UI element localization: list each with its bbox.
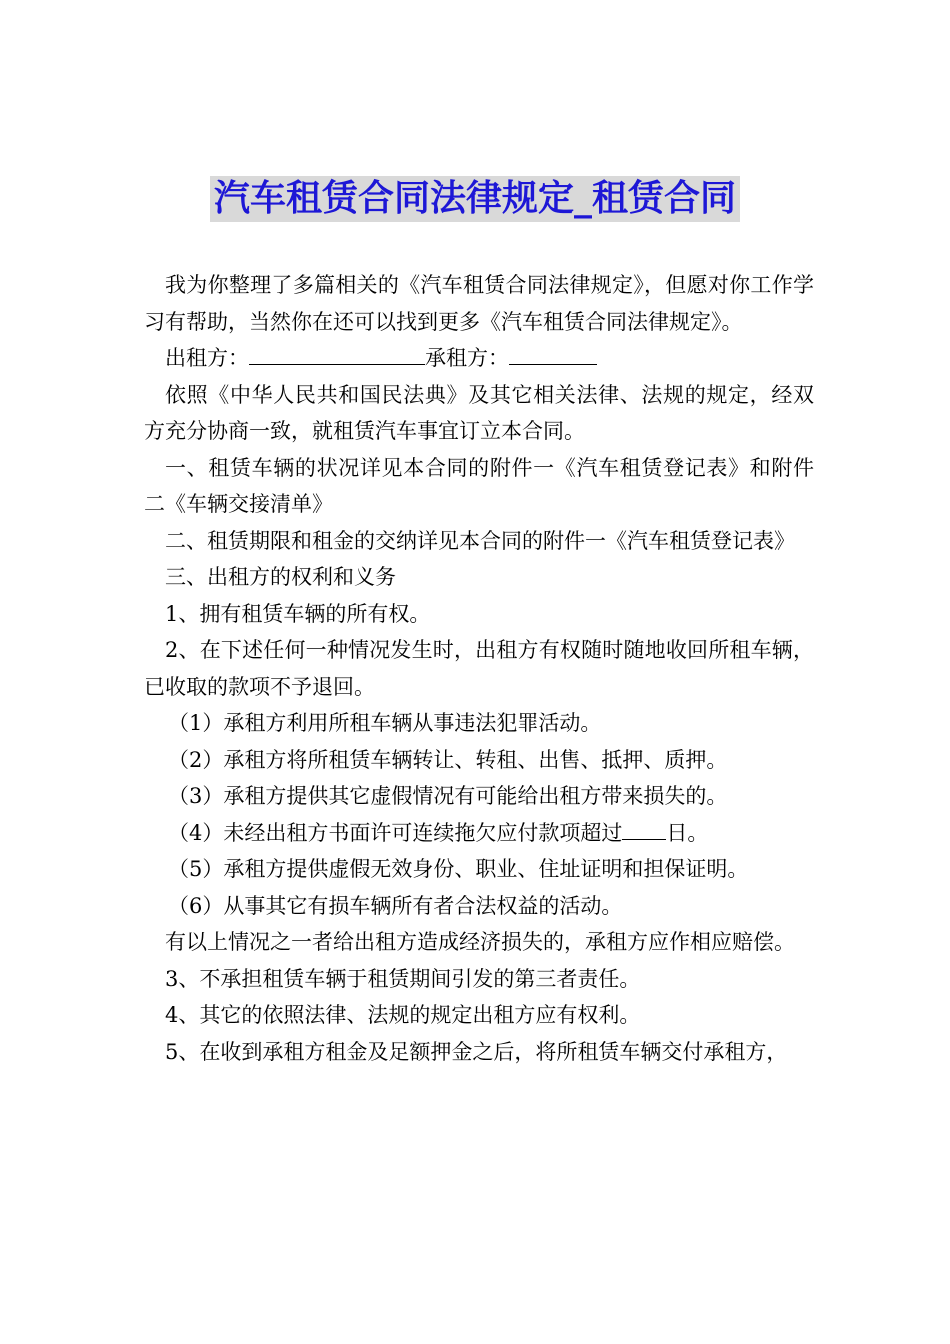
item-3: 3、不承担租赁车辆于租赁期间引发的第三者责任。 [165,966,641,991]
sub-item-1: （1）承租方利用所租车辆从事违法犯罪活动。 [168,711,602,735]
item-1: 1、拥有租赁车辆的所有权。 [165,601,431,626]
sub-item-4 [144,815,814,852]
sub-item-5: （5）承租方提供虚假无效身份、职业、住址证明和担保证明。 [168,857,749,881]
sub-item-2: （2）承租方将所租赁车辆转让、转租、出售、抵押、质押。 [168,747,728,772]
document-body [144,267,814,1070]
sub-item-3: （3）承租方提供其它虚假情况有可能给出租方带来损失的。 [168,784,728,808]
basis-paragraph: 依照《中华人民共和国民法典》及其它相关法律、法规的规定，经双方充分协商一致，就租赁汽车事宜订立本合同。 [144,382,814,443]
lessor-label: 出租方： [165,346,249,370]
sub-item-6: （6）从事其它有损车辆所有者合法权益的活动。 [168,893,623,918]
intro-paragraph: 我为你整理了多篇相关的《汽车租赁合同法律规定》，但愿对你工作学习有帮助，当然你在还可以找到更多《汽车租赁合同法律规定》。 [144,273,814,334]
document-title: 汽车租赁合同法律规定_租赁合同 [210,176,740,222]
lessee-blank [509,342,597,365]
title-container [0,176,950,222]
parties-line [144,340,814,377]
lessee-label: 承租方： [425,346,509,370]
clause-3-heading: 三、出租方的权利和义务 [165,565,396,589]
clause-1: 一、租赁车辆的状况详见本合同的附件一《汽车租赁登记表》和附件二《车辆交接清单》 [144,455,814,516]
item-2: 2、在下述任何一种情况发生时，出租方有权随时随地收回所租车辆，已收取的款项不予退回。 [144,638,814,699]
item-4: 4、其它的依照法律、法规的规定出租方应有权利。 [165,1003,641,1027]
days-blank [622,817,666,840]
clause-2: 二、租赁期限和租金的交纳详见本合同的附件一《汽车租赁登记表》 [165,528,795,553]
sub-item-4-text: （4）未经出租方书面许可连续拖欠应付款项超过 [168,820,623,845]
item-5: 5、在收到承租方租金及足额押金之后，将所租赁车辆交付承租方， [165,1039,788,1064]
lessor-blank [249,342,425,365]
sub-item-4-suffix: 日。 [666,820,709,845]
compensation-paragraph: 有以上情况之一者给出租方造成经济损失的，承租方应作相应赔偿。 [165,930,795,954]
